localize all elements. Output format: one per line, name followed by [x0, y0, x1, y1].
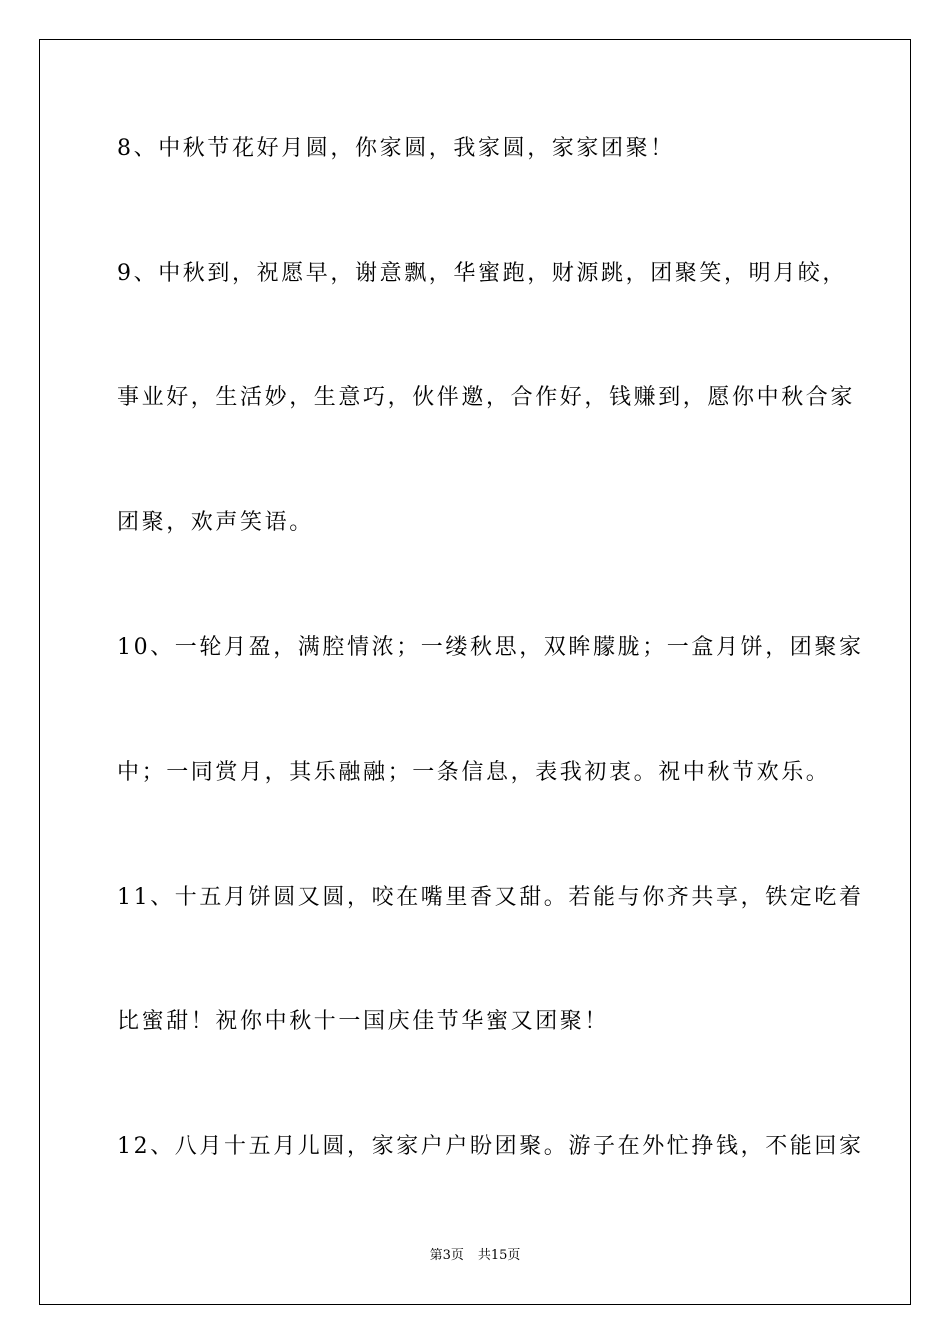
text-line-1: 8、中秋节花好月圆，你家圆，我家圆，家家团聚！ — [117, 136, 675, 161]
page-footer — [0, 1247, 950, 1265]
text-line-4: 团聚，欢声笑语。 — [117, 510, 314, 535]
text-line-2: 9、中秋到，祝愿早，谢意飘，华蜜跑，财源跳，团聚笑，明月皎， — [117, 261, 847, 286]
text-line-8: 比蜜甜！祝你中秋十一国庆佳节华蜜又团聚！ — [117, 1009, 610, 1034]
text-line-6: 中；一同赏月，其乐融融；一条信息，表我初衷。祝中秋节欢乐。 — [117, 760, 831, 785]
text-line-9: 12、八月十五月儿圆，家家户户盼团聚。游子在外忙挣钱，不能回家 — [117, 1134, 864, 1159]
total-pages-label: 共15页 — [477, 1248, 521, 1263]
text-line-5: 10、一轮月盈，满腔情浓；一缕秋思，双眸朦胧；一盒月饼，团聚家 — [117, 635, 864, 660]
page-frame — [39, 39, 911, 1305]
current-page-label: 第3页 — [429, 1248, 464, 1263]
text-line-3: 事业好，生活妙，生意巧，伙伴邀，合作好，钱赚到，愿你中秋合家 — [117, 385, 856, 410]
text-line-7: 11、十五月饼圆又圆，咬在嘴里香又甜。若能与你齐共享，铁定吃着 — [117, 885, 864, 910]
